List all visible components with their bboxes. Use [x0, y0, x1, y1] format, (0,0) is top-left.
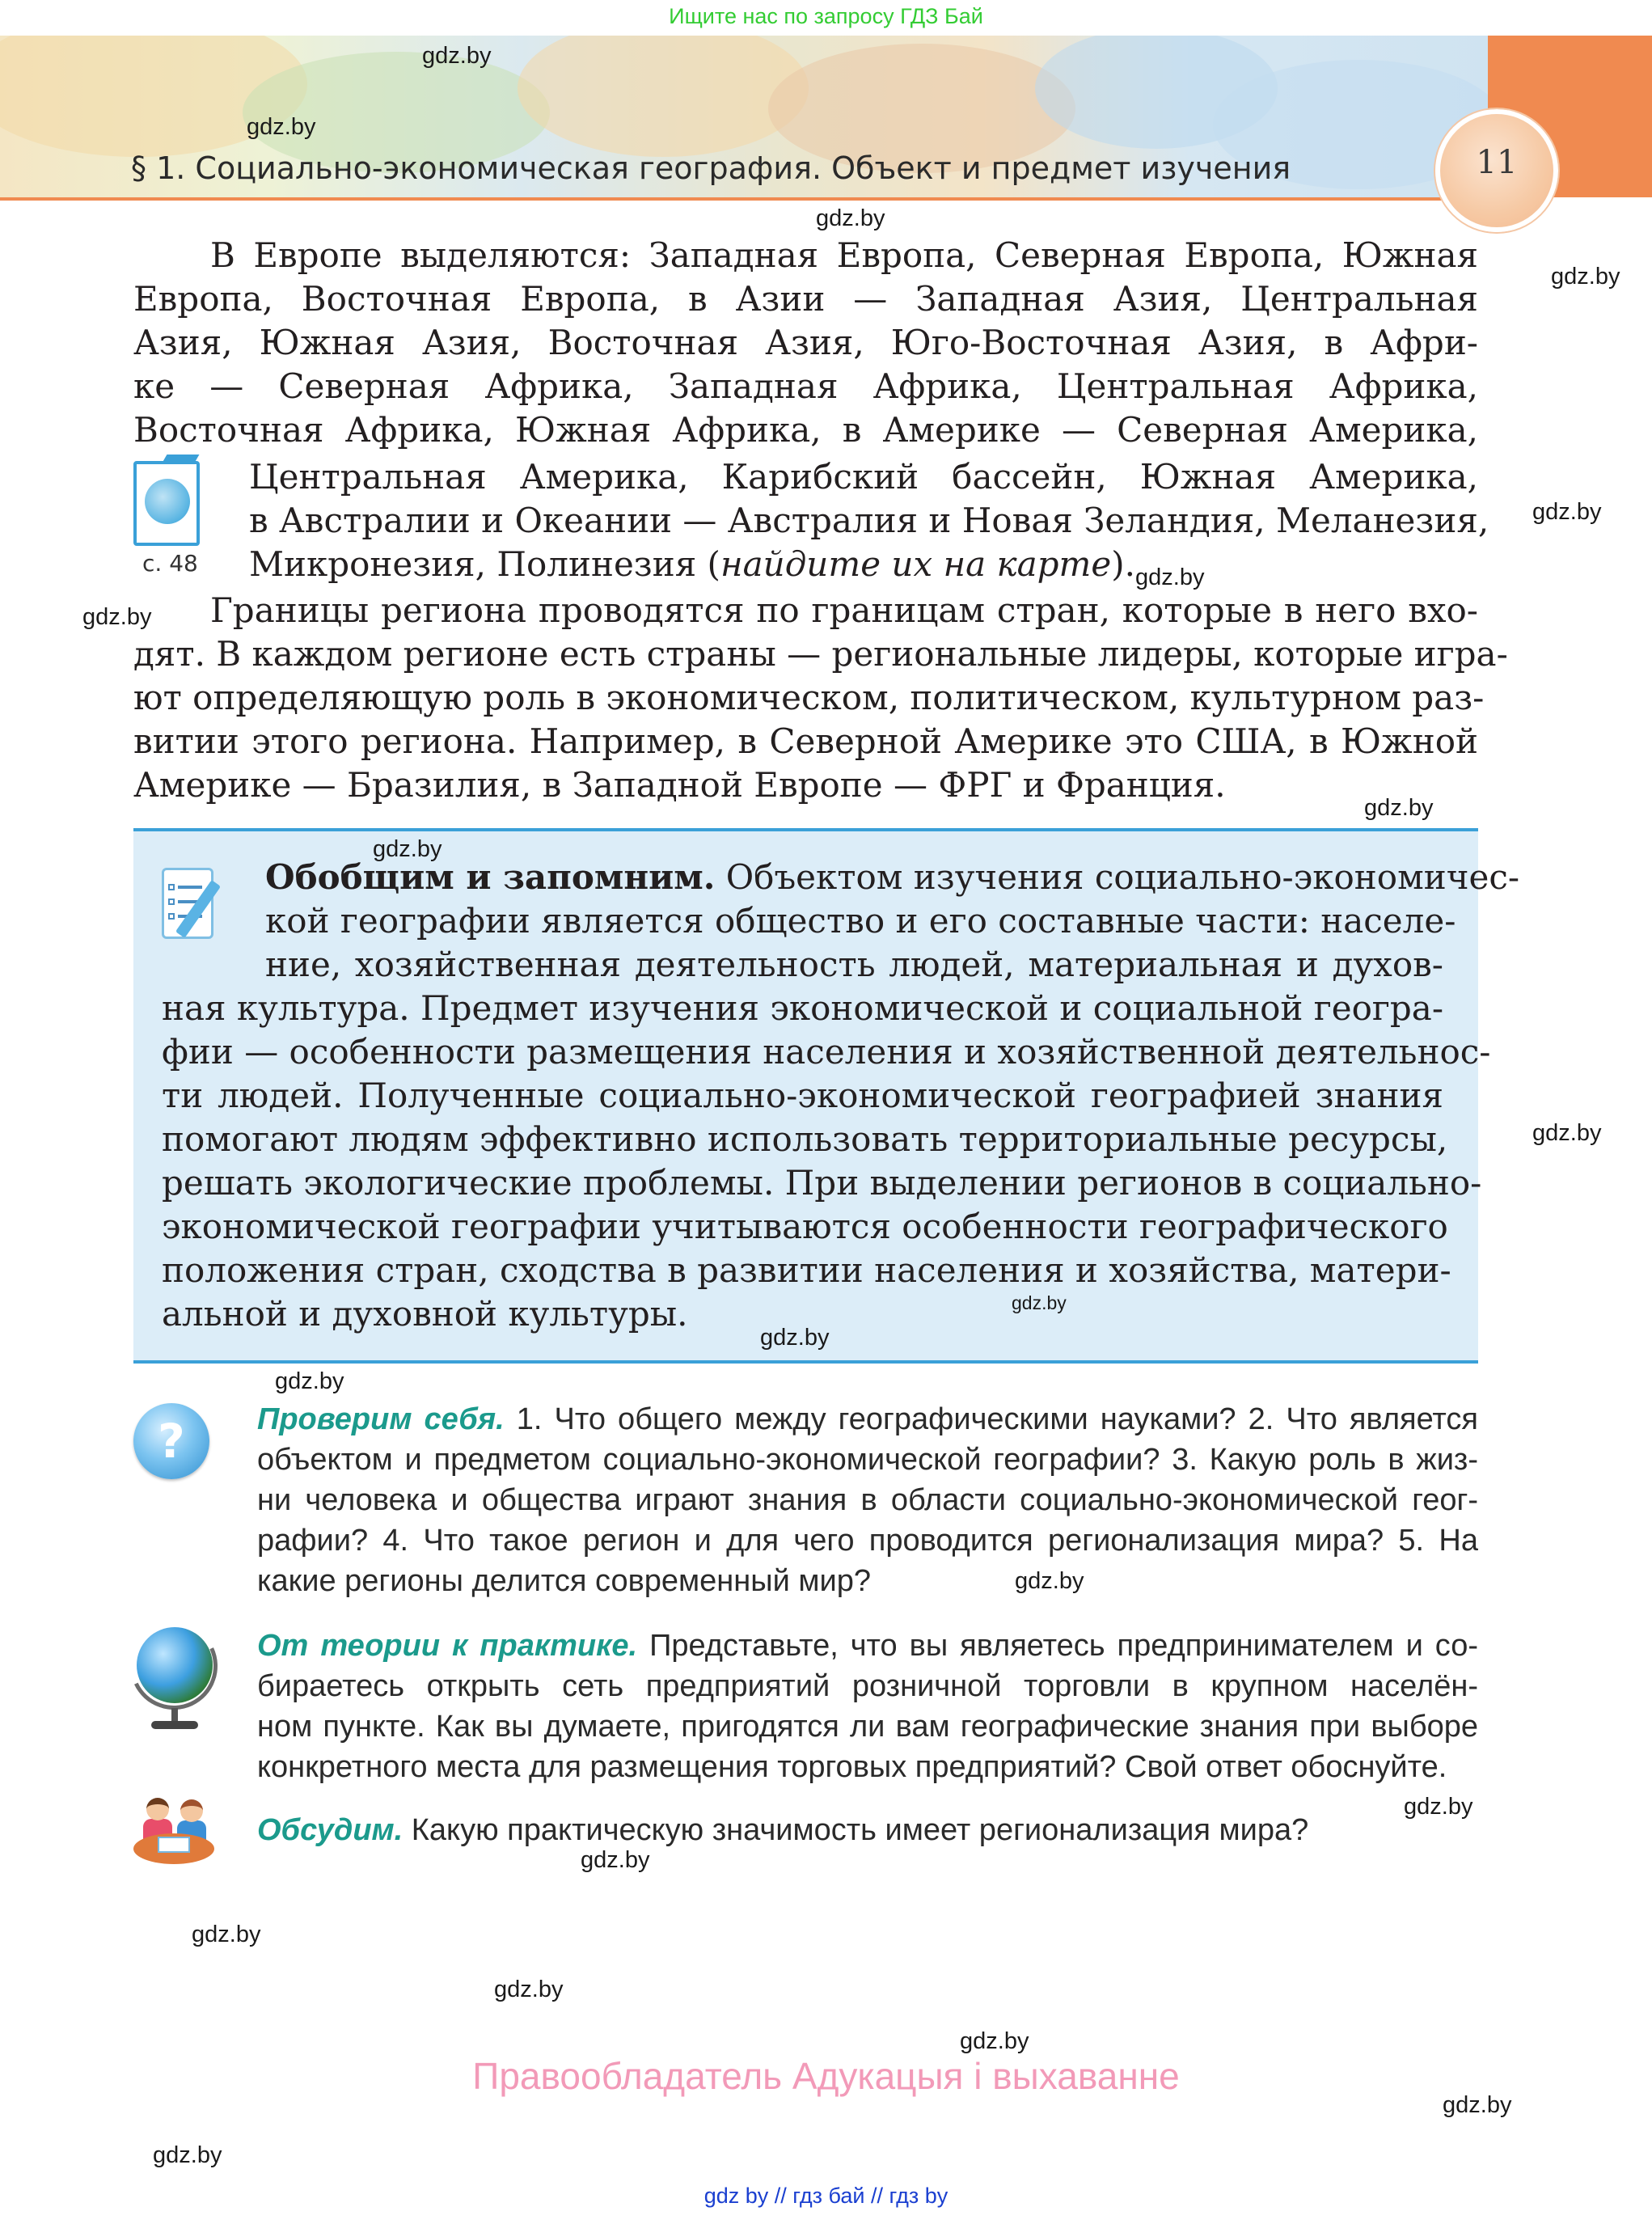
- watermark: gdz.by: [494, 1977, 564, 2002]
- watermark: gdz.by: [247, 114, 316, 140]
- body-line: Микронезия, Полинезия (найдите их на карте).: [249, 544, 1135, 584]
- summary-line: ние, хозяйственная деятельность людей, материальная и духов-: [265, 945, 1443, 984]
- body-line: ют определяющую роль в экономическом, политическом, культурном раз-: [133, 678, 1485, 717]
- body-line: витии этого региона. Например, в Северной Америке это США, в Южной: [133, 721, 1478, 761]
- watermark: gdz.by: [192, 1922, 261, 1947]
- practice-line: ном пункте. Как вы думаете, пригодятся ли вам географические знания при выборе: [257, 1710, 1478, 1744]
- question-mark-icon: ?: [133, 1403, 209, 1479]
- notepad-checklist-icon: [162, 861, 228, 942]
- watermark: gdz.by: [82, 604, 152, 630]
- summary-lead: Обобщим и запомним.: [265, 857, 716, 897]
- summary-line: ная культура. Предмет изучения экономической и социальной геогра-: [162, 988, 1444, 1028]
- watermark: gdz.by: [1015, 1568, 1084, 1594]
- body-line: Восточная Африка, Южная Африка, в Америке — Северная Америка,: [133, 410, 1478, 450]
- summary-line: кой географии является общество и его составные части: населе-: [265, 901, 1456, 941]
- watermark: gdz.by: [1532, 499, 1602, 525]
- globe-icon: [133, 1627, 218, 1732]
- check-line: рафии? 4. Что такое регион и для чего проводится регионализация мира? 5. На: [257, 1524, 1478, 1558]
- watermark: gdz.by: [422, 43, 492, 69]
- body-line: дят. В каждом регионе есть страны — региональные лидеры, которые игра-: [133, 634, 1508, 674]
- watermark: gdz.by: [1135, 564, 1205, 590]
- summary-line: ти людей. Полученные социально-экономической географией знания: [162, 1076, 1443, 1115]
- check-line: какие регионы делится современный мир?: [257, 1564, 871, 1598]
- practice-line: бираетесь открыть сеть предприятий розничной торговли в крупном населён-: [257, 1669, 1478, 1703]
- watermark: gdz.by: [1443, 2092, 1512, 2118]
- page-reference: с. 48: [142, 550, 198, 577]
- world-map-book-icon: [133, 461, 200, 546]
- watermark: gdz.by: [1532, 1120, 1602, 1146]
- body-line: Центральная Америка, Карибский бассейн, Южная Америка,: [249, 457, 1478, 497]
- discuss-line: Обсудим. Какую практическую значимость имеет регионализация мира?: [257, 1813, 1309, 1847]
- search-hint-banner: Ищите нас по запросу ГДЗ Бай: [669, 4, 983, 28]
- running-head: § 1. Социально-экономическая география. Объект и предмет изучения: [131, 150, 1291, 186]
- body-line: Границы региона проводятся по границам стран, которые в него вхо-: [210, 590, 1478, 630]
- watermark: gdz.by: [581, 1847, 650, 1873]
- header-rule: [0, 197, 1520, 201]
- discuss-lead: Обсудим.: [257, 1813, 403, 1847]
- body-line: Азия, Южная Азия, Восточная Азия, Юго-Восточная Азия, в Афри-: [133, 323, 1478, 362]
- check-line: Проверим себя. 1. Что общего между географическими науками? 2. Что является: [257, 1402, 1478, 1436]
- italic-instruction: найдите их на карте: [720, 544, 1112, 584]
- watermark: gdz.by: [275, 1368, 344, 1394]
- watermark: gdz.by: [760, 1325, 830, 1351]
- watermark: gdz.by: [373, 836, 442, 862]
- body-line: Европа, Восточная Европа, в Азии — Западная Азия, Центральная: [133, 279, 1478, 319]
- summary-line: Обобщим и запомним. Объектом изучения социально-экономичес-: [265, 857, 1520, 897]
- body-line: в Австралии и Океании — Австралия и Новая Зеландия, Меланезия,: [249, 501, 1489, 540]
- watermark: gdz.by: [1012, 1292, 1067, 1313]
- summary-line: альной и духовной культуры.: [162, 1294, 688, 1334]
- watermark: gdz.by: [816, 205, 885, 231]
- footer-links[interactable]: gdz by // гдз бай // гдз by: [703, 2184, 949, 2208]
- practice-line: От теории к практике. Представьте, что вы являетесь предпринимателем и со-: [257, 1629, 1479, 1663]
- copyright-notice: Правообладатель Адукацыя і выхаванне: [472, 2055, 1180, 2097]
- summary-line: экономической географии учитываются особенности географического: [162, 1207, 1448, 1246]
- body-line: В Европе выделяются: Западная Европа, Северная Европа, Южная: [210, 235, 1478, 275]
- summary-line: решать экологические проблемы. При выделении регионов в социально-: [162, 1163, 1482, 1203]
- summary-line: положения стран, сходства в развитии населения и хозяйства, матери-: [162, 1250, 1451, 1290]
- check-line: объектом и предметом социально-экономической географии? 3. Какую роль в жиз-: [257, 1443, 1478, 1477]
- practice-line: конкретного места для размещения торговых предприятий? Свой ответ обоснуйте.: [257, 1750, 1447, 1784]
- watermark: gdz.by: [960, 2028, 1029, 2054]
- body-line: Америке — Бразилия, в Западной Европе — ФРГ и Франция.: [133, 765, 1226, 805]
- body-line: ке — Северная Африка, Западная Африка, Центральная Африка,: [133, 366, 1478, 406]
- summary-line: помогают людям эффективно использовать территориальные ресурсы,: [162, 1119, 1448, 1159]
- watermark: gdz.by: [1364, 795, 1434, 821]
- watermark: gdz.by: [153, 2142, 222, 2168]
- watermark: gdz.by: [1404, 1794, 1473, 1820]
- check-line: ни человека и общества играют знания в области социально-экономической геог-: [257, 1483, 1478, 1517]
- summary-line: фии — особенности размещения населения и хозяйственной деятельнос-: [162, 1032, 1491, 1072]
- check-lead: Проверим себя.: [257, 1402, 505, 1436]
- children-discussing-icon: [133, 1791, 218, 1866]
- practice-lead: От теории к практике.: [257, 1629, 638, 1663]
- watermark: gdz.by: [1551, 264, 1620, 290]
- page-number: 11: [1476, 144, 1518, 181]
